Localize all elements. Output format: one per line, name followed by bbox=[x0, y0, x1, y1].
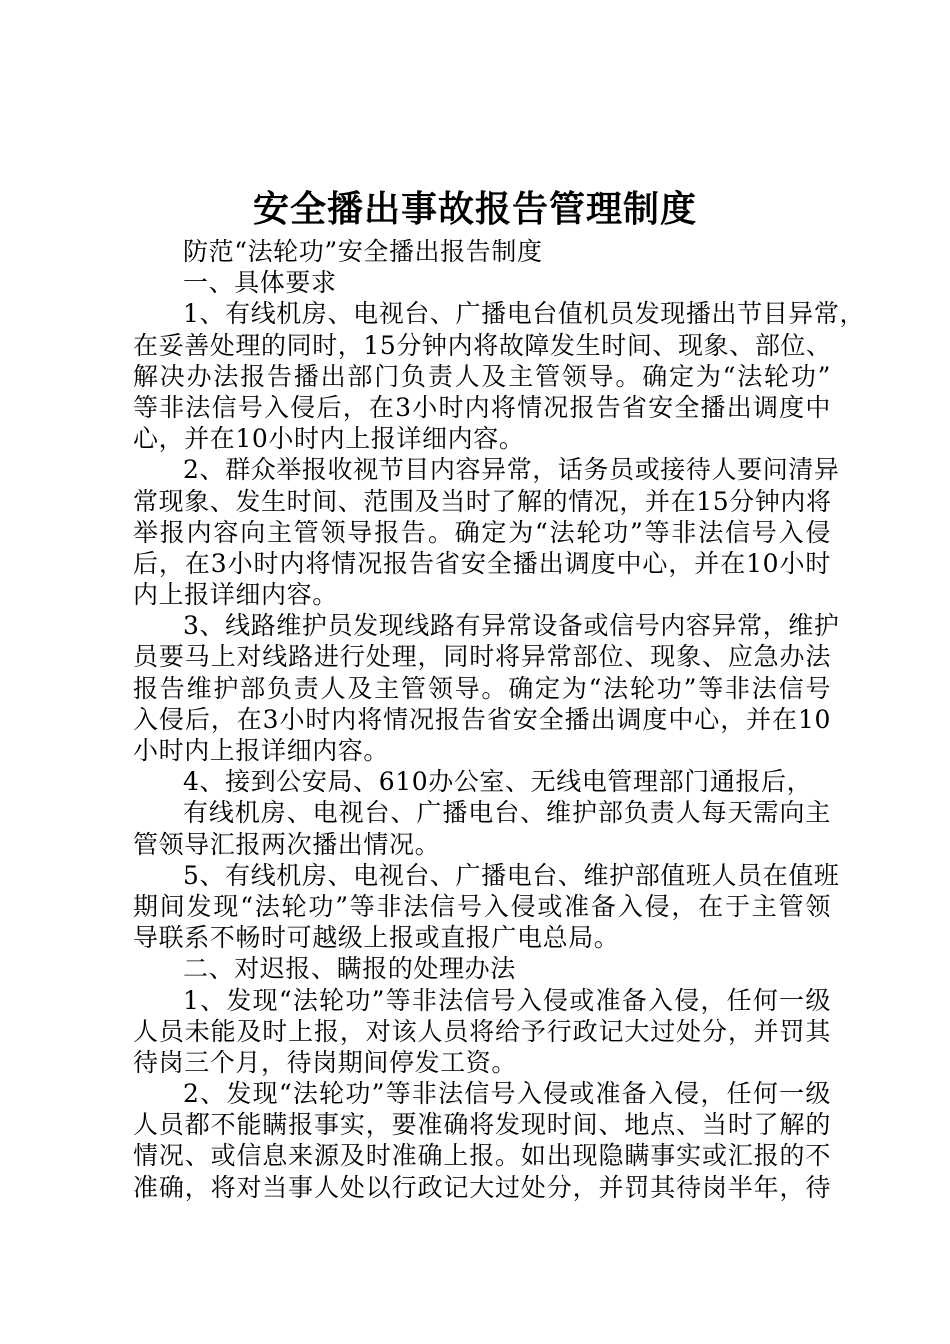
paragraph-line: 报告维护部负责人及主管领导。确定为“法轮功”等非法信号 bbox=[133, 673, 831, 703]
paragraph-line: 小时内上报详细内容。 bbox=[133, 736, 390, 765]
paragraph-line: 内上报详细内容。 bbox=[133, 580, 338, 610]
paragraph-line: 举报内容向主管领导报告。确定为“法轮功”等非法信号入侵 bbox=[133, 517, 831, 547]
paragraph-line: 后，在3小时内将情况报告省安全播出调度中心，并在10小时 bbox=[133, 548, 831, 578]
paragraph-line: 有线机房、电视台、广播电台、维护部负责人每天需向主 bbox=[183, 798, 831, 828]
paragraph-line: 解决办法报告播出部门负责人及主管领导。确定为“法轮功” bbox=[133, 361, 831, 391]
paragraph-line: 2、群众举报收视节目内容异常，话务员或接待人要问清异 bbox=[183, 455, 840, 485]
section-heading: 一、具体要求 bbox=[183, 268, 337, 298]
paragraph-line: 心，并在10小时内上报详细内容。 bbox=[133, 424, 525, 454]
paragraph-line: 准确，将对当事人处以行政记大过处分，并罚其待岗半年，待 bbox=[133, 1172, 831, 1202]
paragraph-line: 1、发现“法轮功”等非法信号入侵或准备入侵，任何一级 bbox=[183, 985, 831, 1015]
document-body bbox=[133, 236, 866, 1203]
paragraph-line: 2、发现“法轮功”等非法信号入侵或准备入侵，任何一级 bbox=[183, 1079, 831, 1109]
paragraph-line: 等非法信号入侵后，在3小时内将情况报告省安全播出调度中 bbox=[133, 392, 831, 422]
paragraph-line: 入侵后，在3小时内将情况报告省安全播出调度中心，并在10 bbox=[133, 704, 831, 734]
paragraph-line: 期间发现“法轮功”等非法信号入侵或准备入侵，在于主管领 bbox=[133, 891, 831, 921]
paragraph-line: 待岗三个月，待岗期间停发工资。 bbox=[133, 1047, 518, 1077]
section-heading: 二、对迟报、瞒报的处理办法 bbox=[183, 954, 516, 984]
subtitle-line: 防范“法轮功”安全播出报告制度 bbox=[183, 237, 543, 266]
paragraph-line: 情况、或信息来源及时准确上报。如出现隐瞒事实或汇报的不 bbox=[133, 1141, 831, 1171]
paragraph-line: 人员都不能瞒报事实，要准确将发现时间、地点、当时了解的 bbox=[133, 1110, 831, 1140]
document-title: 安全播出事故报告管理制度 bbox=[252, 188, 697, 230]
paragraph-line: 5、有线机房、电视台、广播电台、维护部值班人员在值班 bbox=[183, 860, 840, 890]
paragraph-line: 4、接到公安局、610办公室、无线电管理部门通报后， bbox=[183, 767, 813, 797]
paragraph-line: 员要马上对线路进行处理，同时将异常部位、现象、应急办法 bbox=[133, 642, 831, 672]
paragraph-line: 管领导汇报两次播出情况。 bbox=[133, 829, 441, 859]
paragraph-line: 在妥善处理的同时，15分钟内将故障发生时间、现象、部位、 bbox=[133, 330, 832, 360]
paragraph-line: 导联系不畅时可越级上报或直报广电总局。 bbox=[133, 923, 620, 953]
paragraph-line: 常现象、发生时间、范围及当时了解的情况，并在15分钟内将 bbox=[133, 486, 832, 516]
paragraph-line: 人员未能及时上报，对该人员将给予行政记大过处分，并罚其 bbox=[133, 1016, 831, 1046]
paragraph-line: 1、有线机房、电视台、广播电台值机员发现播出节目异常， bbox=[183, 299, 866, 329]
paragraph-line: 3、线路维护员发现线路有异常设备或信号内容异常，维护 bbox=[183, 611, 840, 641]
